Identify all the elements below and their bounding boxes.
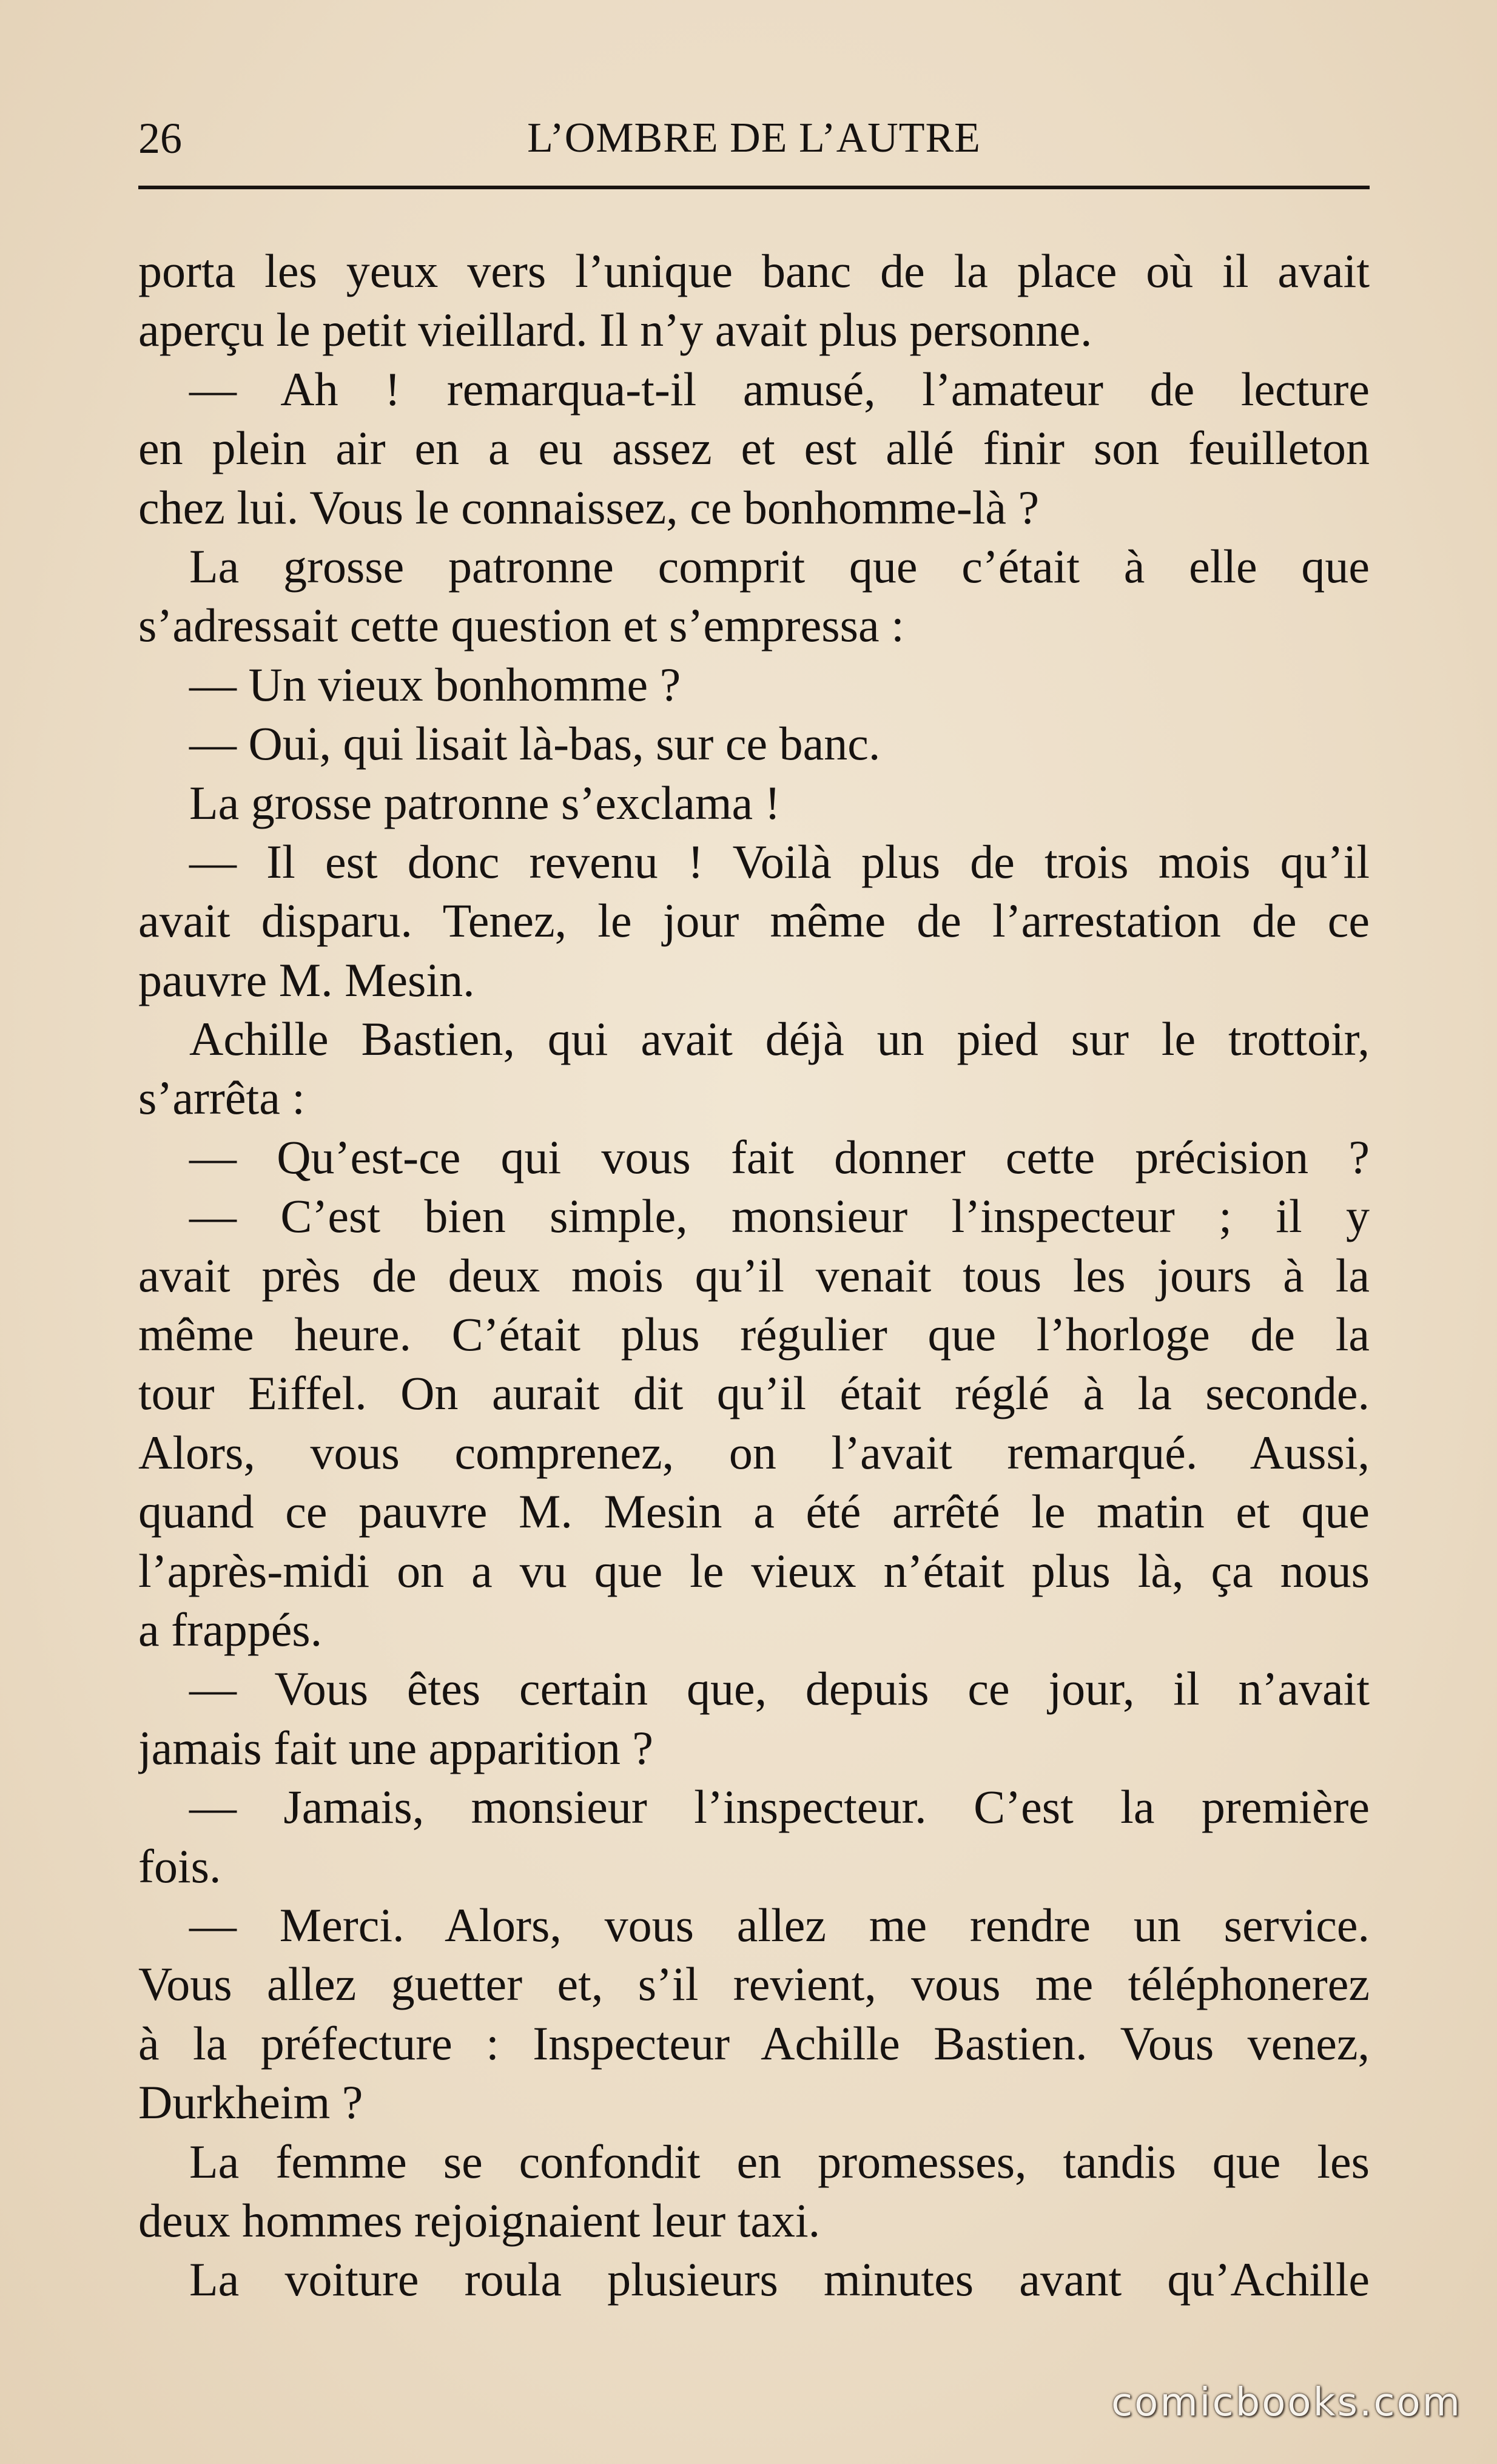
text-line: — Qu’est-ce qui vous fait donner cette précision ? (189, 1130, 1370, 1183)
text-line: même heure. C’était plus régulier que l’horloge de la (138, 1308, 1370, 1361)
text-line: Achille Bastien, qui avait déjà un pied sur le trottoir, (189, 1012, 1370, 1066)
text-line: — Oui, qui lisait là-bas, sur ce banc. (189, 717, 881, 770)
text-line: — Vous êtes certain que, depuis ce jour, il n’avait (189, 1662, 1370, 1715)
text-line: — Ah ! remarqua-t-il amusé, l’amateur de lecture (189, 362, 1370, 416)
text-line: La voiture roula plusieurs minutes avant qu’Achille (189, 2253, 1370, 2306)
site-watermark: comicbooks.com (1111, 2380, 1462, 2425)
text-line: La grosse patronne comprit que c’était à elle que (189, 539, 1370, 593)
page-header (138, 108, 1370, 169)
text-line: — Un vieux bonhomme ? (189, 658, 681, 711)
text-line: chez lui. Vous le connaissez, ce bonhomme-là ? (138, 480, 1040, 534)
text-line: — Merci. Alors, vous allez me rendre un service. (189, 1898, 1370, 1951)
text-line: tour Eiffel. On aurait dit qu’il était réglé à la seconde. (138, 1367, 1370, 1420)
text-line: La femme se confondit en promesses, tandis que les (189, 2135, 1370, 2188)
text-line: Durkheim ? (138, 2076, 363, 2129)
running-title: L’OMBRE DE L’AUTRE (527, 115, 981, 161)
text-line: Vous allez guetter et, s’il revient, vous me téléphonerez (138, 1957, 1370, 2011)
text-line: fois. (138, 1839, 221, 1893)
text-line: s’arrêta : (138, 1071, 305, 1125)
text-line: La grosse patronne s’exclama ! (189, 776, 781, 829)
text-line: deux hommes rejoignaient leur taxi. (138, 2193, 821, 2247)
text-line: — Jamais, monsieur l’inspecteur. C’est la première (189, 1780, 1370, 1834)
text-line: en plein air en a eu assez et est allé finir son feuilleton (138, 422, 1370, 475)
text-line: s’adressait cette question et s’empressa : (138, 599, 904, 652)
text-line: porta les yeux vers l’unique banc de la place où il avait (138, 244, 1370, 297)
text-line: avait près de deux mois qu’il venait tous les jours à la (138, 1248, 1370, 1302)
text-line: Alors, vous comprenez, on l’avait remarqué. Aussi, (138, 1426, 1370, 1479)
text-line: — C’est bien simple, monsieur l’inspecteur ; il y (189, 1190, 1370, 1243)
body-text (138, 241, 1370, 2309)
header-divider (138, 186, 1370, 189)
text-line: à la préfecture : Inspecteur Achille Bastien. Vous venez, (138, 2016, 1370, 2070)
text-line: l’après-midi on a vu que le vieux n’était plus là, ça nous (138, 1544, 1370, 1597)
text-line: jamais fait une apparition ? (138, 1721, 654, 1774)
page-number: 26 (138, 114, 182, 163)
text-line: pauvre M. Mesin. (138, 953, 475, 1006)
text-line: avait disparu. Tenez, le jour même de l’arrestation de ce (138, 894, 1370, 948)
text-line: aperçu le petit vieillard. Il n’y avait plus personne. (138, 303, 1092, 357)
text-line: quand ce pauvre M. Mesin a été arrêté le matin et que (138, 1485, 1370, 1538)
text-line: — Il est donc revenu ! Voilà plus de trois mois qu’il (189, 835, 1370, 888)
text-line: a frappés. (138, 1603, 323, 1656)
